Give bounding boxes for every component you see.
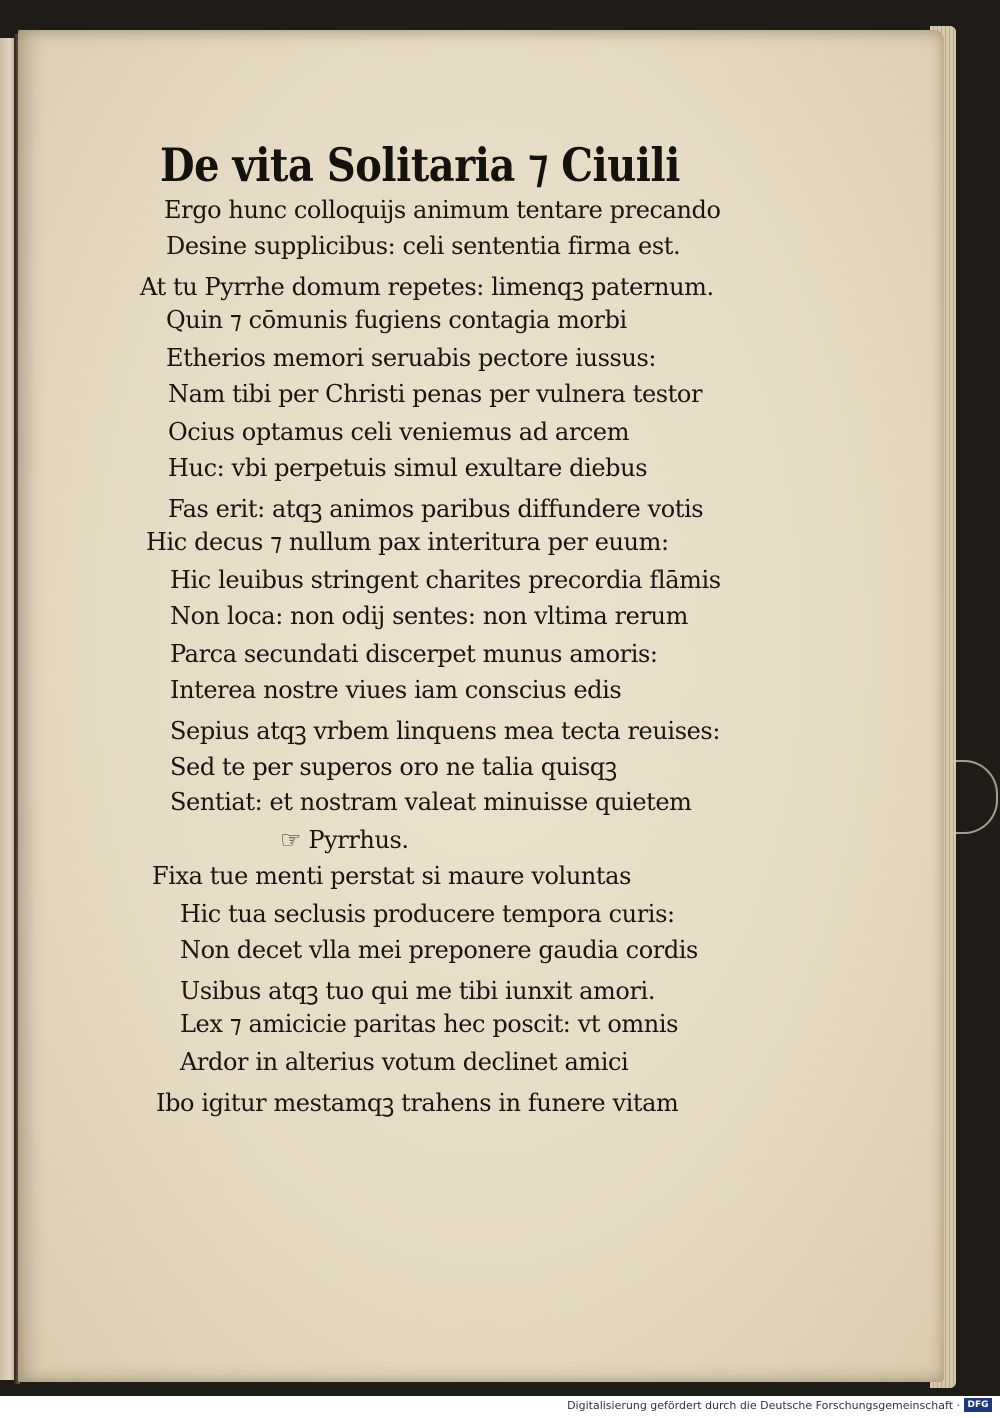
speaker-label: ☞ Pyrrhus. <box>280 826 409 854</box>
dfg-logo: DFG <box>964 1398 992 1412</box>
verse-line: Usibus atqꝫ tuo qui me tibi iunxit amori. <box>180 977 656 1005</box>
verse-line: Hic decus ⁊ nullum pax interitura per euum: <box>146 528 669 556</box>
verse-line: Huc: vbi perpetuis simul exultare diebus <box>168 454 648 482</box>
verse-line: Sepius atqꝫ vrbem linquens mea tecta reuises: <box>170 717 721 745</box>
verse-line: Non loca: non odij sentes: non vltima rerum <box>170 602 688 630</box>
verse-line: Non decet vlla mei preponere gaudia cordis <box>180 936 698 964</box>
verse-line: Fixa tue menti perstat si maure voluntas <box>152 862 632 890</box>
verse-line: Lex ⁊ amicicie paritas hec poscit: vt omnis <box>180 1010 679 1038</box>
verse-line: Ocius optamus celi veniemus ad arcem <box>168 418 630 446</box>
verse-line: Ergo hunc colloquijs animum tentare precando <box>164 196 721 224</box>
verse-line: Hic tua seclusis producere tempora curis: <box>180 900 675 928</box>
verse-line: At tu Pyrrhe domum repetes: limenqꝫ paternum. <box>140 273 714 301</box>
verse-line: Desine supplicibus: celi sententia firma est. <box>166 232 681 260</box>
verse-line: Interea nostre viues iam conscius edis <box>170 676 622 704</box>
verse-line: Nam tibi per Christi penas per vulnera testor <box>168 380 703 408</box>
verse-line: Parca secundati discerpet munus amoris: <box>170 640 658 668</box>
verse-line: Sentiat: et nostram valeat minuisse quietem <box>170 788 692 816</box>
verse-line: Etherios memori seruabis pectore iussus: <box>166 344 657 372</box>
verse-line: Fas erit: atqꝫ animos paribus diffundere votis <box>168 495 704 523</box>
verse-line: Ardor in alterius votum declinet amici <box>180 1048 629 1076</box>
book-page <box>18 30 944 1382</box>
verse-line: Hic leuibus stringent charites precordia flāmis <box>170 566 721 594</box>
funding-credit: Digitalisierung gefördert durch die Deutsche Forschungsgemeinschaft · <box>567 1399 960 1412</box>
page-text-block <box>18 30 944 1382</box>
verse-line: Ibo igitur mestamqꝫ trahens in funere vitam <box>156 1089 679 1117</box>
page-heading: De vita Solitaria ⁊ Ciuili <box>160 138 680 192</box>
verse-line: Quin ⁊ cōmunis fugiens contagia morbi <box>166 306 627 334</box>
verse-line: Sed te per superos oro ne talia quisqꝫ <box>170 753 617 781</box>
